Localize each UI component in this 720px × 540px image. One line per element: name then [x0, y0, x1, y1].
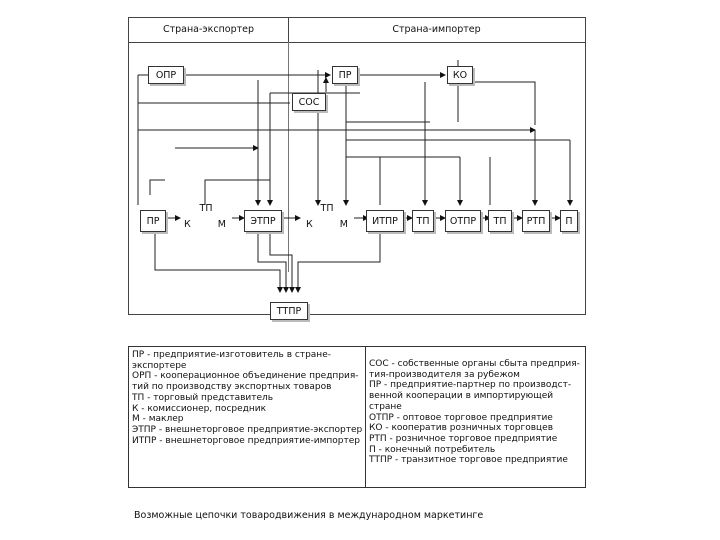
legend-right [369, 359, 585, 466]
node-ttpr: ТТПР [270, 302, 308, 320]
node-tp3: ТП [412, 210, 434, 232]
legend-divider [365, 347, 366, 487]
node-soc: СОС [292, 93, 326, 111]
node-itpr: ИТПР [366, 210, 404, 232]
legend-item: П - конечный потребитель [369, 444, 496, 455]
tp2-title: ТП [320, 203, 334, 214]
edge-tp1-loop [205, 180, 270, 205]
legend [128, 346, 586, 488]
figure-caption: Возможные цепочки товародвижения в международном маркетинге [134, 510, 484, 521]
edge-h7 [470, 82, 535, 125]
node-pr: ПР [140, 210, 166, 232]
legend-item: М - маклер [132, 414, 184, 425]
edge-ttpr-2 [258, 232, 286, 292]
legend-item: СОС - собственные органы сбыта предприя-тия-производителя за рубежом [369, 359, 580, 380]
node-rtp: РТП [522, 210, 550, 232]
node-otpr: ОТПР [445, 210, 481, 232]
legend-item: КО - кооператив розничных торговцев [369, 423, 553, 434]
node-opr: ОПР [148, 66, 184, 84]
legend-item: ЭТПР - внешнеторговое предприятие-экспортер [132, 424, 363, 435]
legend-item: ИТПР - внешнеторговое предприятие-импортер [132, 435, 361, 446]
node-ko: КО [447, 66, 473, 84]
legend-item: ТП - торговый представитель [132, 392, 274, 403]
legend-item: ОРП - кооперационное объединение предприя-тий по производству экспортных товаров [132, 371, 359, 393]
tp1-m: М [217, 219, 226, 230]
tp2-m: М [339, 219, 348, 230]
node-tp2 [300, 205, 354, 232]
node-p: П [560, 210, 578, 232]
legend-left [132, 350, 364, 446]
edge-pr-loop [150, 180, 165, 195]
node-pr-top: ПР [332, 66, 358, 84]
node-tp4: ТП [488, 210, 512, 232]
tp2-k: К [306, 219, 313, 230]
legend-item: ТТПР - транзитное торговое предприятие [369, 455, 568, 466]
header-importer: Страна-импортер [288, 18, 585, 43]
edge-ttpr-4 [298, 232, 380, 292]
header-exporter: Страна-экспортер [129, 18, 289, 43]
legend-item: ПР - предприятие-изготовитель в стране-экспортере [132, 350, 331, 371]
tp1-k: К [184, 219, 191, 230]
tp1-title: ТП [199, 203, 213, 214]
node-etpr: ЭТПР [244, 210, 282, 232]
legend-item: К - комиссионер, посредник [132, 403, 267, 414]
node-tp1 [180, 205, 232, 232]
legend-item: ОТПР - оптовое торговое предприятие [369, 412, 553, 423]
legend-item: ПР - предприятие-партнер по производст-венной кооперации в импортирующей стране [369, 380, 572, 412]
legend-item: РТП - розничное торговое предприятие [369, 433, 558, 444]
